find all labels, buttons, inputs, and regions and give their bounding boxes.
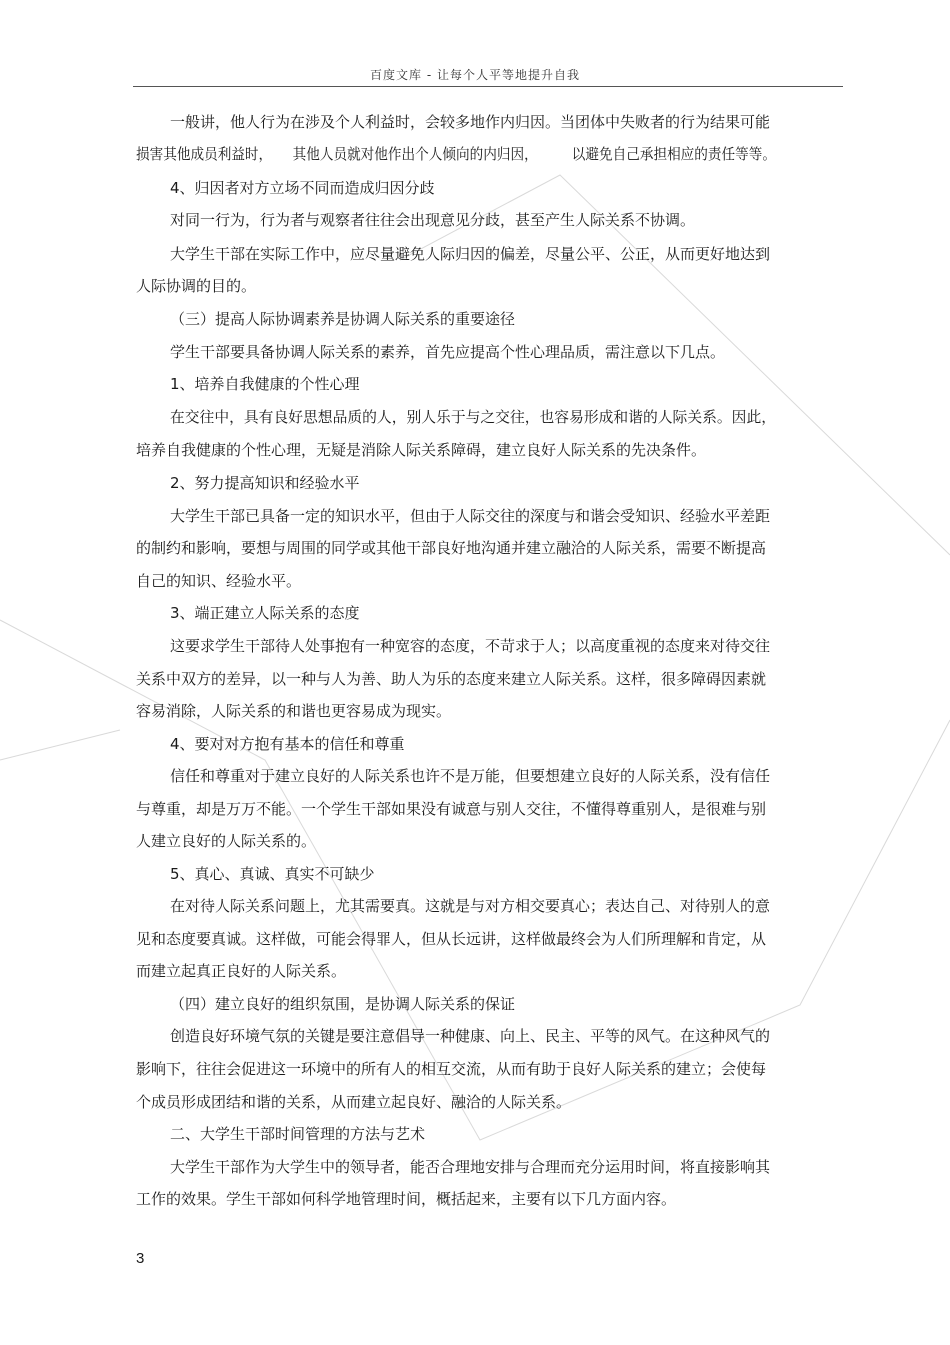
section-heading: （三）提高人际协调素养是协调人际关系的重要途径 [170,310,516,328]
section-heading: 3、端正建立人际关系的态度 [170,604,360,622]
text-line: 关系中双方的差异，以一种与人为善、助人为乐的态度来建立人际关系。这样，很多障碍因素就 [136,670,767,688]
text-line: 大学生干部已具备一定的知识水平，但由于人际交往的深度与和谐会受知识、经验水平差距 [170,507,771,525]
text-line: 学生干部要具备协调人际关系的素养，首先应提高个性心理品质，需注意以下几点。 [170,343,726,361]
text-line: 个成员形成团结和谐的关系，从而建立起良好、融洽的人际关系。 [136,1093,572,1111]
text-line: 与尊重，却是万万不能。一个学生干部如果没有诚意与别人交往，不懂得尊重别人，是很难与别 [136,800,767,818]
text-line: 工作的效果。学生干部如何科学地管理时间，概括起来，主要有以下几方面内容。 [136,1190,677,1208]
section-heading: 二、大学生干部时间管理的方法与艺术 [170,1125,426,1143]
text-line: 的制约和影响，要想与周围的同学或其他干部良好地沟通并建立融洽的人际关系，需要不断提高 [136,539,767,557]
text-line: 容易消除，人际关系的和谐也更容易成为现实。 [136,702,452,720]
text-line: 见和态度要真诚。这样做，可能会得罪人，但从长远讲，这样做最终会为人们所理解和肯定，从 [136,930,767,948]
text-line: 大学生干部作为大学生中的领导者，能否合理地安排与合理而充分运用时间，将直接影响其 [170,1158,771,1176]
text-line: 信任和尊重对于建立良好的人际关系也许不是万能，但要想建立良好的人际关系，没有信任 [170,767,771,785]
section-heading: 4、要对对方抱有基本的信任和尊重 [170,735,405,753]
text-line: 自己的知识、经验水平。 [136,572,302,590]
page-header-title: 百度文库 - 让每个人平等地提升自我 [370,68,580,82]
section-heading: 5、真心、真诚、真实不可缺少 [170,865,375,883]
text-line: 培养自我健康的个性心理，无疑是消除人际关系障碍，建立良好人际关系的先决条件。 [136,441,707,459]
text-line: 在对待人际关系问题上，尤其需要真。这就是与对方相交要真心；表达自己、对待别人的意 [170,897,771,915]
text-line: 而建立起真正良好的人际关系。 [136,962,347,980]
text-line: 影响下，往往会促进这一环境中的所有人的相互交流，从而有助于良好人际关系的建立；会使每 [136,1060,767,1078]
watermark-stroke-edge [0,730,120,760]
text-line: 对同一行为，行为者与观察者往往会出现意见分歧，甚至产生人际关系不协调。 [170,211,696,229]
text-line: 人建立良好的人际关系的。 [136,832,317,850]
section-heading: （四）建立良好的组织氛围，是协调人际关系的保证 [170,995,516,1013]
section-heading: 1、培养自我健康的个性心理 [170,375,360,393]
text-line: 一般讲，他人行为在涉及个人利益时，会较多地作内归因。当团体中失败者的行为结果可能 [170,113,771,131]
text-line: 人际协调的目的。 [136,277,257,295]
text-line: 这要求学生干部待人处事抱有一种宽容的态度，不苛求于人；以高度重视的态度来对待交往 [170,637,771,655]
page-number: 3 [136,1250,145,1267]
text-line: 在交往中，具有良好思想品质的人，别人乐于与之交往，也容易形成和谐的人际关系。因此， [170,408,777,426]
header-divider [133,86,843,87]
section-heading: 4、归因者对方立场不同而造成归因分歧 [170,179,435,197]
text-line: 创造良好环境气氛的关键是要注意倡导一种健康、向上、民主、平等的风气。在这种风气的 [170,1027,771,1045]
watermark-stroke-top [400,175,950,555]
text-line: 损害其他成员利益时， 其他人员就对他作出个人倾向的内归因， 以避免自己承担相应的责任等等。 [136,145,777,163]
section-heading: 2、努力提高知识和经验水平 [170,474,360,492]
text-line: 大学生干部在实际工作中，应尽量避免人际归因的偏差，尽量公平、公正，从而更好地达到 [170,245,771,263]
